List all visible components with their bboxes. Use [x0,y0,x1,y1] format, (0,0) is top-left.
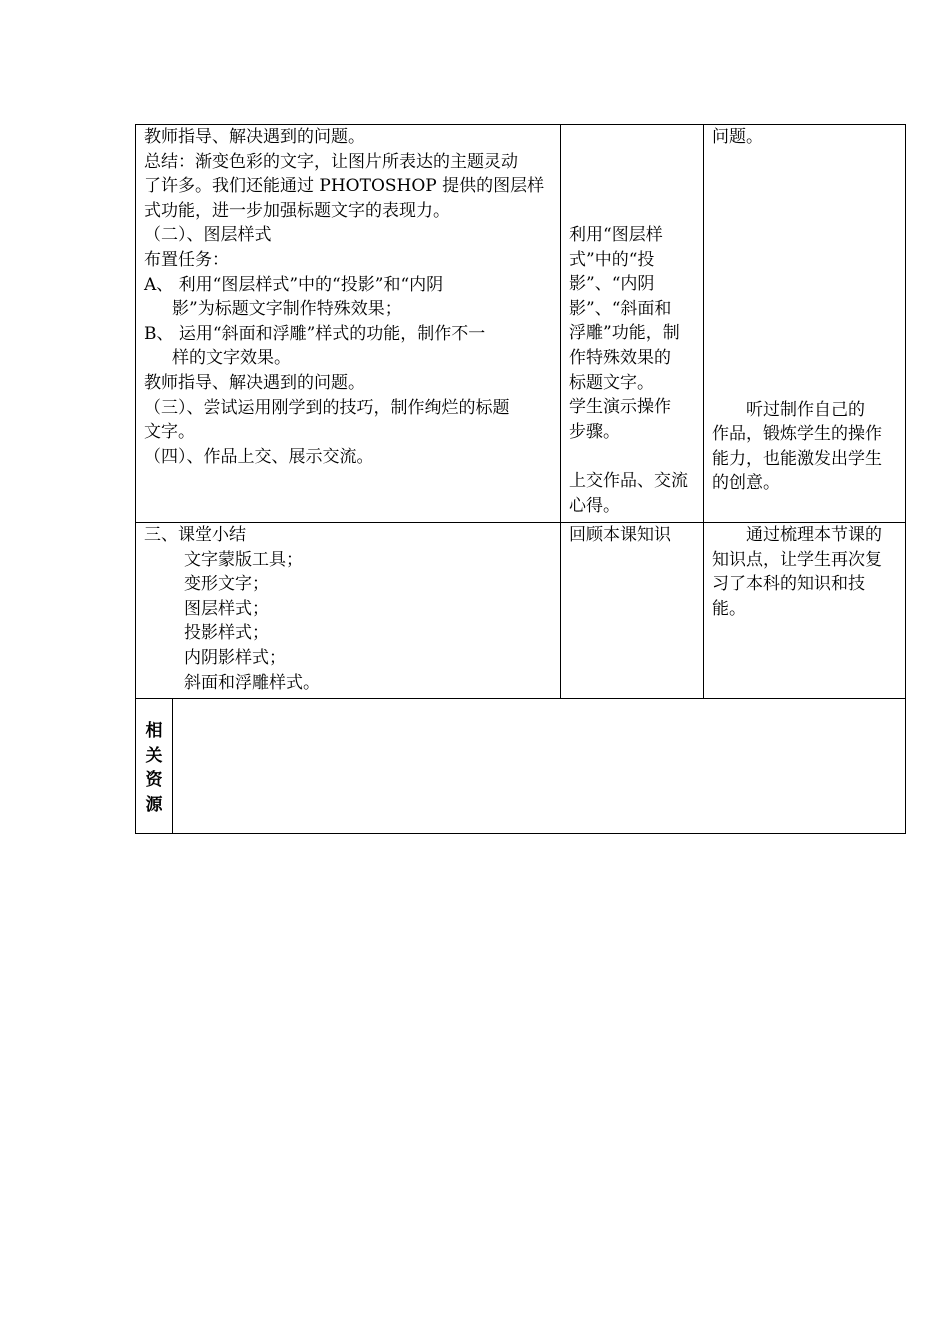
task-item-b-cont: 样的文字效果。 [172,348,291,369]
text-line: 影”、“斜面和 [569,298,672,319]
text-line: 作特殊效果的 [569,347,672,368]
task-item-b: B、 运用“斜面和浮雕”样式的功能，制作不一 [144,323,486,344]
summary-title: 三、课堂小结 [144,525,246,545]
text-line: 学生演示操作 [569,397,672,418]
text-line: 布置任务： [144,249,229,270]
summary-item: 斜面和浮雕样式。 [184,672,320,693]
section-heading: （四）、作品上交、展示交流。 [144,446,374,467]
text-line: 文字。 [144,422,195,443]
text-line: 通过梳理本节课的 [712,525,883,545]
text-line: 上交作品、交流 [569,470,689,491]
text-line: 式”中的“投 [569,249,655,270]
text-line: 浮雕”功能，制 [569,323,680,344]
text-line: 作品，锻炼学生的操作 [712,424,883,445]
text-line: 教师指导、解决遇到的问题。 [144,127,365,147]
text-line: 式功能，进一步加强标题文字的表现力。 [144,200,450,221]
teaching-process-row [136,125,906,523]
text-line: 步骤。 [569,421,621,442]
text-line: 知识点，让学生再次复 [712,549,883,570]
summary-item: 内阴影样式； [184,647,286,668]
text-line: 了许多。我们还能通过 PHOTOSHOP 提供的图层样 [144,176,545,197]
summary-item: 图层样式； [184,598,269,619]
section-heading: （二）、图层样式 [144,225,272,246]
text-line: 标题文字。 [569,372,655,393]
task-item-a: A、 利用“图层样式”中的“投影”和“内阴 [144,274,444,295]
text-line: 能。 [712,598,747,619]
text-line: 回顾本课知识 [569,525,672,545]
text-line: 影”、“内阴 [569,274,655,295]
text-line: 心得。 [569,495,621,516]
summary-intent-cell [704,523,906,699]
design-intent-cell [704,125,906,523]
summary-content-cell [136,523,561,699]
summary-item: 变形文字； [184,574,269,595]
student-activity-cell [561,125,704,523]
text-line: 的创意。 [712,473,781,494]
text-line: 听过制作自己的 [712,399,866,420]
task-item-a-cont: 影”为标题文字制作特殊效果； [172,299,402,320]
text-line: 能力，也能激发出学生 [712,448,883,469]
section-heading: （三）、尝试运用刚学到的技巧，制作绚烂的标题 [144,397,510,418]
summary-item: 投影样式； [184,623,269,644]
text-line: 总结：渐变色彩的文字，让图片所表达的主题灵动 [144,151,518,172]
summary-student-cell [561,523,704,699]
text-line: 问题。 [712,127,764,147]
teacher-activity-cell [136,125,561,523]
lesson-plan-table [135,124,906,834]
resources-row [136,699,906,834]
resources-label: 相 关 资 源 [136,699,173,834]
summary-row [136,523,906,699]
resources-content-cell [173,699,906,834]
text-line: 习了本科的知识和技 [712,574,866,595]
blank-line [569,444,695,469]
summary-item: 文字蒙版工具； [184,549,303,570]
text-line: 教师指导、解决遇到的问题。 [144,372,365,393]
text-line: 利用“图层样 [569,225,663,245]
